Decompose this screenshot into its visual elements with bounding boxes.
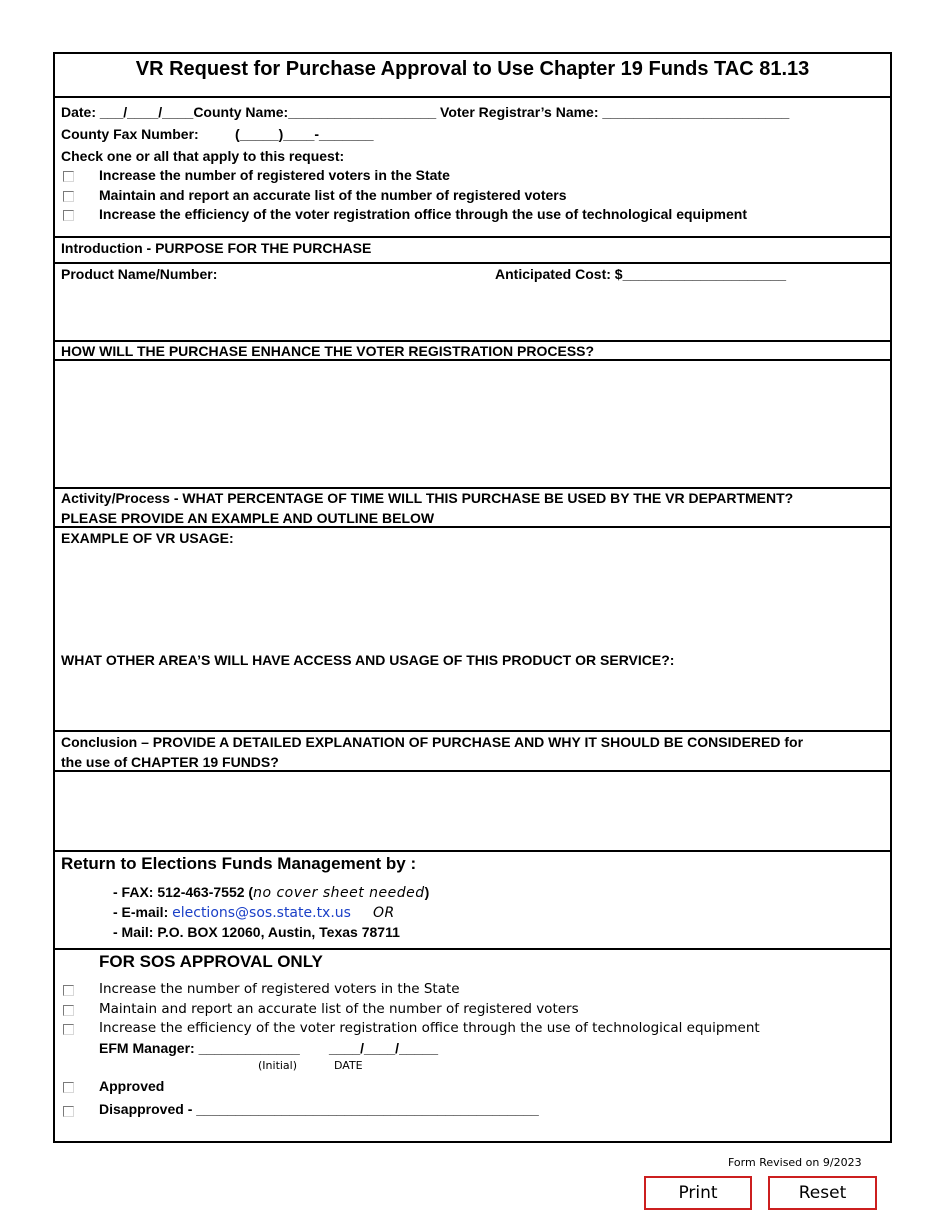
date-caption: DATE [334, 1059, 363, 1072]
return-fax [113, 884, 429, 901]
checkbox-maintain-list[interactable] [63, 191, 74, 202]
option-maintain-list: Maintain and report an accurate list of the number of registered voters [99, 187, 567, 203]
return-mail: - Mail: P.O. BOX 12060, Austin, Texas 78711 [113, 924, 400, 940]
form-title: VR Request for Purchase Approval to Use Chapter 19 Funds TAC 81.13 [135, 58, 810, 80]
other-areas-question[interactable]: WHAT OTHER AREA’S WILL HAVE ACCESS AND USAGE OF THIS PRODUCT OR SERVICE?: [61, 652, 675, 668]
approved-checkbox[interactable] [63, 1082, 74, 1093]
check-instruction: Check one or all that apply to this request: [61, 148, 345, 164]
approval-checkbox-increase-voters[interactable] [63, 985, 74, 996]
approval-option-increase-efficiency: Increase the efficiency of the voter registration office through the use of technological equipment [99, 1020, 760, 1036]
anticipated-cost-field[interactable]: Anticipated Cost: $_____________________ [495, 266, 787, 282]
divider [55, 948, 890, 950]
fax-number: - FAX: 512-463-7552 ( [113, 884, 254, 900]
option-increase-voters: Increase the number of registered voters in the State [99, 167, 450, 183]
form-revised-note: Form Revised on 9/2023 [728, 1156, 862, 1169]
email-link[interactable]: elections@sos.state.tx.us [172, 905, 351, 921]
divider [55, 487, 890, 489]
fax-close: ) [424, 884, 430, 900]
fax-note: no cover sheet needed [253, 885, 425, 901]
disapproved-field[interactable]: Disapproved - ____________________________________________ [99, 1101, 539, 1117]
print-button[interactable]: Print [644, 1176, 752, 1210]
approval-option-maintain-list: Maintain and report an accurate list of the number of registered voters [99, 1001, 579, 1017]
approved-label: Approved [99, 1078, 165, 1094]
enhance-answer-area[interactable] [55, 361, 890, 487]
conclusion-answer-area[interactable] [55, 772, 890, 850]
or-label: OR [372, 905, 395, 921]
approval-checkbox-maintain-list[interactable] [63, 1005, 74, 1016]
approval-option-increase-voters: Increase the number of registered voters in the State [99, 981, 460, 997]
divider [55, 850, 890, 852]
checkbox-increase-efficiency[interactable] [63, 210, 74, 221]
activity-question: Activity/Process - WHAT PERCENTAGE OF TIME WILL THIS PURCHASE BE USED BY THE VR DEPARTMENT? [61, 490, 794, 506]
product-name-label[interactable]: Product Name/Number: [61, 266, 218, 282]
date-county-registrar-line[interactable]: Date: ___/____/____County Name:___________________ Voter Registrar’s Name: ________________________ [61, 104, 790, 120]
county-fax-field[interactable]: (_____)____-_______ [235, 126, 374, 142]
divider [55, 96, 890, 98]
activity-instruction: PLEASE PROVIDE AN EXAMPLE AND OUTLINE BELOW [61, 510, 435, 526]
efm-date-field[interactable]: ____/____/_____ [329, 1040, 438, 1056]
divider [55, 340, 890, 342]
efm-manager-field[interactable]: EFM Manager: _____________ [99, 1040, 300, 1056]
example-usage-label[interactable]: EXAMPLE OF VR USAGE: [61, 530, 234, 546]
county-fax-label: County Fax Number: [61, 126, 199, 142]
enhance-question: HOW WILL THE PURCHASE ENHANCE THE VOTER REGISTRATION PROCESS? [61, 343, 595, 359]
initial-caption: (Initial) [258, 1059, 298, 1072]
introduction-heading: Introduction - PURPOSE FOR THE PURCHASE [61, 240, 372, 256]
divider [55, 526, 890, 528]
divider [55, 262, 890, 264]
return-heading: Return to Elections Funds Management by : [61, 854, 417, 873]
divider [55, 730, 890, 732]
email-label: - E-mail: [113, 904, 173, 920]
conclusion-question-cont: the use of CHAPTER 19 FUNDS? [61, 754, 279, 770]
divider [55, 236, 890, 238]
reset-button[interactable]: Reset [768, 1176, 877, 1210]
purchase-request-form [53, 52, 892, 1143]
option-increase-efficiency: Increase the efficiency of the voter registration office through the use of technological equipment [99, 206, 747, 222]
checkbox-increase-voters[interactable] [63, 171, 74, 182]
disapproved-checkbox[interactable] [63, 1106, 74, 1117]
return-email [113, 904, 395, 921]
conclusion-question: Conclusion – PROVIDE A DETAILED EXPLANATION OF PURCHASE AND WHY IT SHOULD BE CONSIDERED for [61, 734, 804, 750]
sos-approval-heading: FOR SOS APPROVAL ONLY [99, 952, 323, 971]
approval-checkbox-increase-efficiency[interactable] [63, 1024, 74, 1035]
